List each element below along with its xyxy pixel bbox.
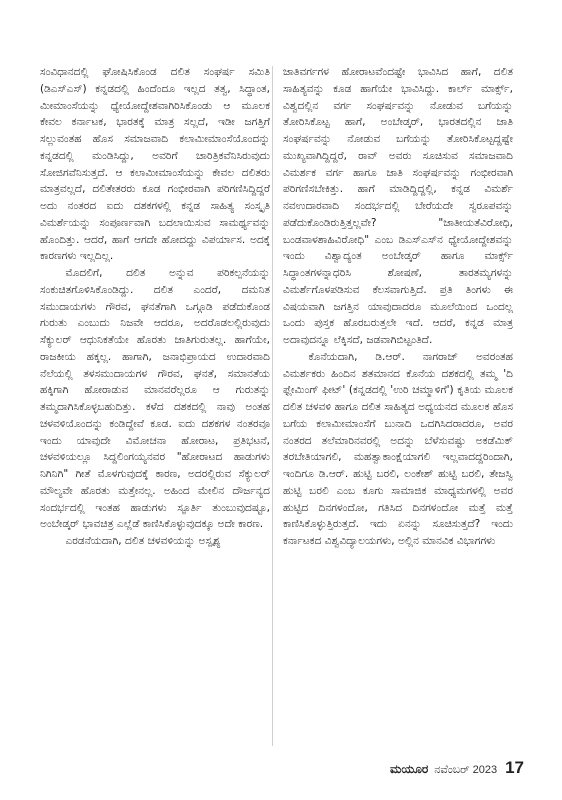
column-divider (272, 66, 273, 746)
paragraph: ಎರಡನೆಯದಾಗಿ, ದಲಿತ ಚಳವಳಿಯನ್ನು ಅಸ್ಪೃಶ್ಯ (65, 535, 221, 547)
right-column (283, 64, 513, 550)
paragraph: ಜಾತಿವರ್ಗಗಳ ಹೋರಾಟವೆಂದಷ್ಟೇ ಭಾವಿಸಿದ ಹಾಗೆ, ದಲಿತ ಸಾಹಿತ್ಯವನ್ನು ಕೂಡ ಹಾಗೆಯೇ ಭಾವಿಸಿದ್ದು. ಕಾರ್ಲ್ ಮಾರ್ಕ್ಸ್, ವಿಶ್ವದಲ್ಲಿನ ವರ್ಗ ಸಂಘರ್ಷವನ್ನು ನೋಡುವ ಬಗೆಯನ್ನು ತೋರಿಸಿಕೊಟ್ಟ ಹಾಗೆ, ಅಂಬೇಡ್ಕರ್, ಭಾರತದಲ್ಲಿನ ಜಾತಿ ಸಂಘರ್ಷವನ್ನು ನೋಡುವ ಬಗೆಯನ್ನು ತೋರಿಸಿಕೊಟ್ಟದ್ದಷ್ಟೇ ಮುಖ್ಯವಾಗಿದ್ದಿದ್ದರೆ, ರಾವ್ ಅವರು ಸೂಚಿಸುವ ಸಮಾಜವಾದಿ ವಿಮರ್ಶಕ ವರ್ಗ ಹಾಗೂ ಜಾತಿ ಸಂಘರ್ಷವನ್ನು ಗಂಭೀರವಾಗಿ ಪರಿಗಣಿಸಬೇಕಿತ್ತು. ಹಾಗೆ ಮಾಡಿದ್ದಿದ್ದಲ್ಲಿ, ಕನ್ನಡ ವಿಮರ್ಶೆ ನವಉದಾರವಾದಿ ಸಂದರ್ಭದಲ್ಲಿ ಬೇರೆಯದೇ ಸ್ವರೂಪವನ್ನು ಪಡೆದುಕೊಂಡಿರುತ್ತಿತ್ತಲ್ಲವೇ? "ಜಾತೀಯತೆವಿರೋಧಿ, ಬಂಡವಾಳಶಾಹಿವಿರೋಧಿ" ಎಂಬ ಡಿಎಸ್ಎಸ್‌ನ ಧ್ಯೇಯೋದ್ದೇಶವನ್ನು ಇಂದು ವಿಶ್ವಾದ್ಯಂತ ಅಂಬೇಡ್ಕರ್ ಹಾಗೂ ಮಾರ್ಕ್ಸ್ ಸಿದ್ಧಾಂತಗಳನ್ನಾಧರಿಸಿ ಶೋಷಣೆ, ತಾರತಮ್ಯಗಳನ್ನು ವಿಮರ್ಶೆಗೊಳಪಡಿಸುವ ಕೆಲಸವಾಗುತ್ತಿದೆ. ಪ್ರತಿ ತಿಂಗಳು ಈ ವಿಷಯವಾಗಿ ಜಗತ್ತಿನ ಯಾವುದಾದರೂ ಮೂಲೆಯಿಂದ ಒಂದಲ್ಲ ಒಂದು ಪುಸ್ತಕ ಹೊರಬರುತ್ತಲೇ ಇದೆ. ಆದರೆ, ಕನ್ನಡ ಮಾತ್ರ ಅದಾವುದನ್ನೂ ಲೆಕ್ಕಿಸದೆ, ಜಡವಾಗಿಬಿಟ್ಟಂತಿದೆ. (283, 66, 513, 346)
left-column (40, 64, 270, 550)
issue-date: ನವೆಂಬರ್ 2023 (434, 764, 498, 776)
page-footer (390, 758, 524, 778)
magazine-name: ಮಯೂರ (389, 762, 429, 776)
paragraph: ಮೊದಲಿಗೆ, ದಲಿತ ಅನ್ನುವ ಪರಿಕಲ್ಪನೆಯನ್ನು ಸಂಕುಚಿತಗೊಳಿಸಿಕೊಂಡಿದ್ದು. ದಲಿತ ಎಂದರೆ, ದಮನಿತ ಸಮುದಾಯಗಳು ಗೌರವ, ಘನತೆಗಾಗಿ ಒಗ್ಗೂಡಿ ಪಡೆದುಕೊಂಡ ಗುರುತು ಎಂಬುದು ನಿಜವೇ ಆದರೂ, ಅದರೊಡಲಲ್ಲಿರುವುದು ಸೆಕ್ಯುಲರ್ ಆಧುನಿಕತೆಯೇ ಹೊರತು ಜಾತಿಗುರುತಲ್ಲ. ಹಾಗೆಯೇ, ರಾಜಕೀಯ ಹಕ್ಕಲ್ಲ. ಹಾಗಾಗಿ, ಜನಾಭಿಪ್ರಾಯದ ಉದಾರವಾದಿ ನೆಲೆಯಲ್ಲಿ ತಳಸಮುದಾಯಗಳ ಗೌರವ, ಘನತೆ, ಸಮಾನತೆಯ ಹಕ್ಕಿಗಾಗಿ ಹೋರಾಡುವ ಮಾನವರೆಲ್ಲರೂ ಆ ಗುರುತನ್ನು ತಮ್ಮದಾಗಿಸಿಕೊಳ್ಳಬಹುದಿತ್ತು. ಕಳೆದ ದಶಕದಲ್ಲಿ ನಾವು ಅಂತಹ ಚಳವಳಿಯೊಂದನ್ನು ಕಂಡಿದ್ದೇವೆ ಕೂಡ. ಐದು ದಶಕಗಳ ನಂತರವೂ ಇಂದು ಯಾವುದೇ ವಿಮೋಚನಾ ಹೋರಾಟ, ಪ್ರತಿಭಟನೆ, ಚಳವಳಿಯಲ್ಲೂ ಸಿದ್ದಲಿಂಗಯ್ಯನವರ "ಹೋರಾಟದ ಹಾಡುಗಳು ನಿಗಿನಿಗಿ" ಗೀತೆ ಮೊಳಗುವುದಕ್ಕೆ ಕಾರಣ, ಅದರಲ್ಲಿರುವ ಸೆಕ್ಯುಲರ್ ಮೌಲ್ಯವೇ ಹೊರತು ಮತ್ತೇನಲ್ಲ. ಅಹಿಂದ ಮೇಲಿನ ದೌರ್ಜನ್ಯದ ಸಂದರ್ಭದಲ್ಲಿ ಇಂತಹ ಹಾಡುಗಳು ಸ್ಫೂರ್ತಿ ತುಂಬುವುದಷ್ಟೂ, ಅಂಬೇಡ್ಕರ್ ಭಾವಚಿತ್ರ ಎಲ್ಲೆಡೆ ಕಾಣಿಸಿಕೊಳ್ಳುವುದಕ್ಕೂ ಅದೇ ಕಾರಣ. (40, 267, 270, 531)
paragraph: ಕೊನೆಯದಾಗಿ, ಡಿ.ಆರ್. ನಾಗರಾಜ್ ಅವರಂತಹ ವಿಮರ್ಶಕರು ಹಿಂದಿನ ಶತಮಾನದ ಕೊನೆಯ ದಶಕದಲ್ಲಿ ತಮ್ಮ 'ದಿ ಫ್ಲೇಮಿಂಗ್ ಫೀಟ್' (ಕನ್ನಡದಲ್ಲಿ 'ಉರಿ ಚಮ್ಮಾಳಿಗೆ') ಕೃತಿಯ ಮೂಲಕ ದಲಿತ ಚಳವಳಿ ಹಾಗೂ ದಲಿತ ಸಾಹಿತ್ಯದ ಅಧ್ಯಯನದ ಮೂಲಕ ಹೊಸ ಬಗೆಯ ಕಲಾಮೀಮಾಂಸೆಗೆ ಬುನಾದಿ ಒದಗಿಸಿದರಾದರೂ, ಅವರ ನಂತರದ ತಲೆಮಾರಿನವರಲ್ಲಿ ಅದನ್ನು ಬೆಳೆಸುವಷ್ಟು ಅಕಡೆಮಿಕ್ ತರಬೇತಿಯಾಗಲಿ, ಮಹತ್ವಾಕಾಂಕ್ಷೆಯಾಗಲಿ ಇಲ್ಲವಾದದ್ದರಿಂದಾಗಿ, ಇಂದಿಗೂ ಡಿ.ಆರ್. ಹುಟ್ಟಿ ಬರಲಿ, ಲಂಕೇಶ್ ಹುಟ್ಟಿ ಬರಲಿ, ತೇಜಸ್ವಿ ಹುಟ್ಟಿ ಬರಲಿ ಎಂಬ ಕೂಗು ಸಾಮಾಜಿಕ ಮಾಧ್ಯಮಗಳಲ್ಲಿ ಅವರ ಹುಟ್ಟಿದ ದಿನಗಳಂದೋ, ಗತಿಸಿದ ದಿನಗಳಂದೋ ಮತ್ತೆ ಮತ್ತೆ ಕಾಣಿಸಿಕೊಳ್ಳುತ್ತಿರುತ್ತದೆ. ಇದು ಏನನ್ನು ಸೂಚಿಸುತ್ತದೆ? ಇಂದು ಕರ್ನಾಟಕದ ವಿಶ್ವವಿದ್ಯಾಲಯಗಳು, ಅಲ್ಲಿನ ಮಾನವಿಕ ವಿಭಾಗಗಳು (283, 350, 513, 547)
page-number: 17 (505, 758, 524, 777)
paragraph: ಸಂವಿಧಾನದಲ್ಲಿ ಘೋಷಿಸಿಕೊಂಡ ದಲಿತ ಸಂಘರ್ಷ ಸಮಿತಿ (ಡಿಎಸ್ಎಸ್) ಕನ್ನಡದಲ್ಲಿ ಹಿಂದೆಂದೂ ಇಲ್ಲದ ತತ್ವ, ಸಿದ್ಧಾಂತ, ಮೀಮಾಂಸೆಯನ್ನು ಧ್ಯೇಯೋದ್ದೇಶವಾಗಿರಿಸಿಕೊಂಡು ಆ ಮೂಲಕ ಕೇವಲ ಕರ್ನಾಟಕ, ಭಾರತಕ್ಕೆ ಮಾತ್ರ ಸಲ್ಲದೆ, ಇಡೀ ಜಗತ್ತಿಗೆ ಸಲ್ಲುವಂತಹ ಹೊಸ ಸಮಾಜವಾದಿ ಕಲಾಮೀಮಾಂಸೆಯೊಂದನ್ನು ಕನ್ನಡದಲ್ಲಿ ಮಂಡಿಸಿದ್ದು, ಅವರಿಗೆ ಚಾರಿತ್ರಿಕವೆನಿಸಿರುವುದು ಸೋಜಿಗವೆನಿಸುತ್ತದೆ. ಆ ಕಲಾಮೀಮಾಂಸೆಯನ್ನು ಕೇವಲ ದಲಿತರು ಮಾತ್ರವಲ್ಲದೆ, ದಲಿತೇತರರು ಕೂಡ ಗಂಭೀರವಾಗಿ ಪರಿಗಣಿಸಿದ್ದಿದ್ದರೆ ಅದು ನಂತರದ ಐದು ದಶಕಗಳಲ್ಲಿ ಕನ್ನಡ ಸಾಹಿತ್ಯ ಸಂಸ್ಕೃತಿ ವಿಮರ್ಶೆಯನ್ನು ಸಂಪೂರ್ಣವಾಗಿ ಬದಲಾಯಿಸುವ ಸಾಮರ್ಥ್ಯವನ್ನು ಹೊಂದಿತ್ತು. ಆದರೆ, ಹಾಗೆ ಆಗದೇ ಹೋದದ್ದು ವಿಪರ್ಯಾಸ. ಅದಕ್ಕೆ ಕಾರಣಗಳು ಇಲ್ಲದಿಲ್ಲ. (40, 66, 270, 263)
